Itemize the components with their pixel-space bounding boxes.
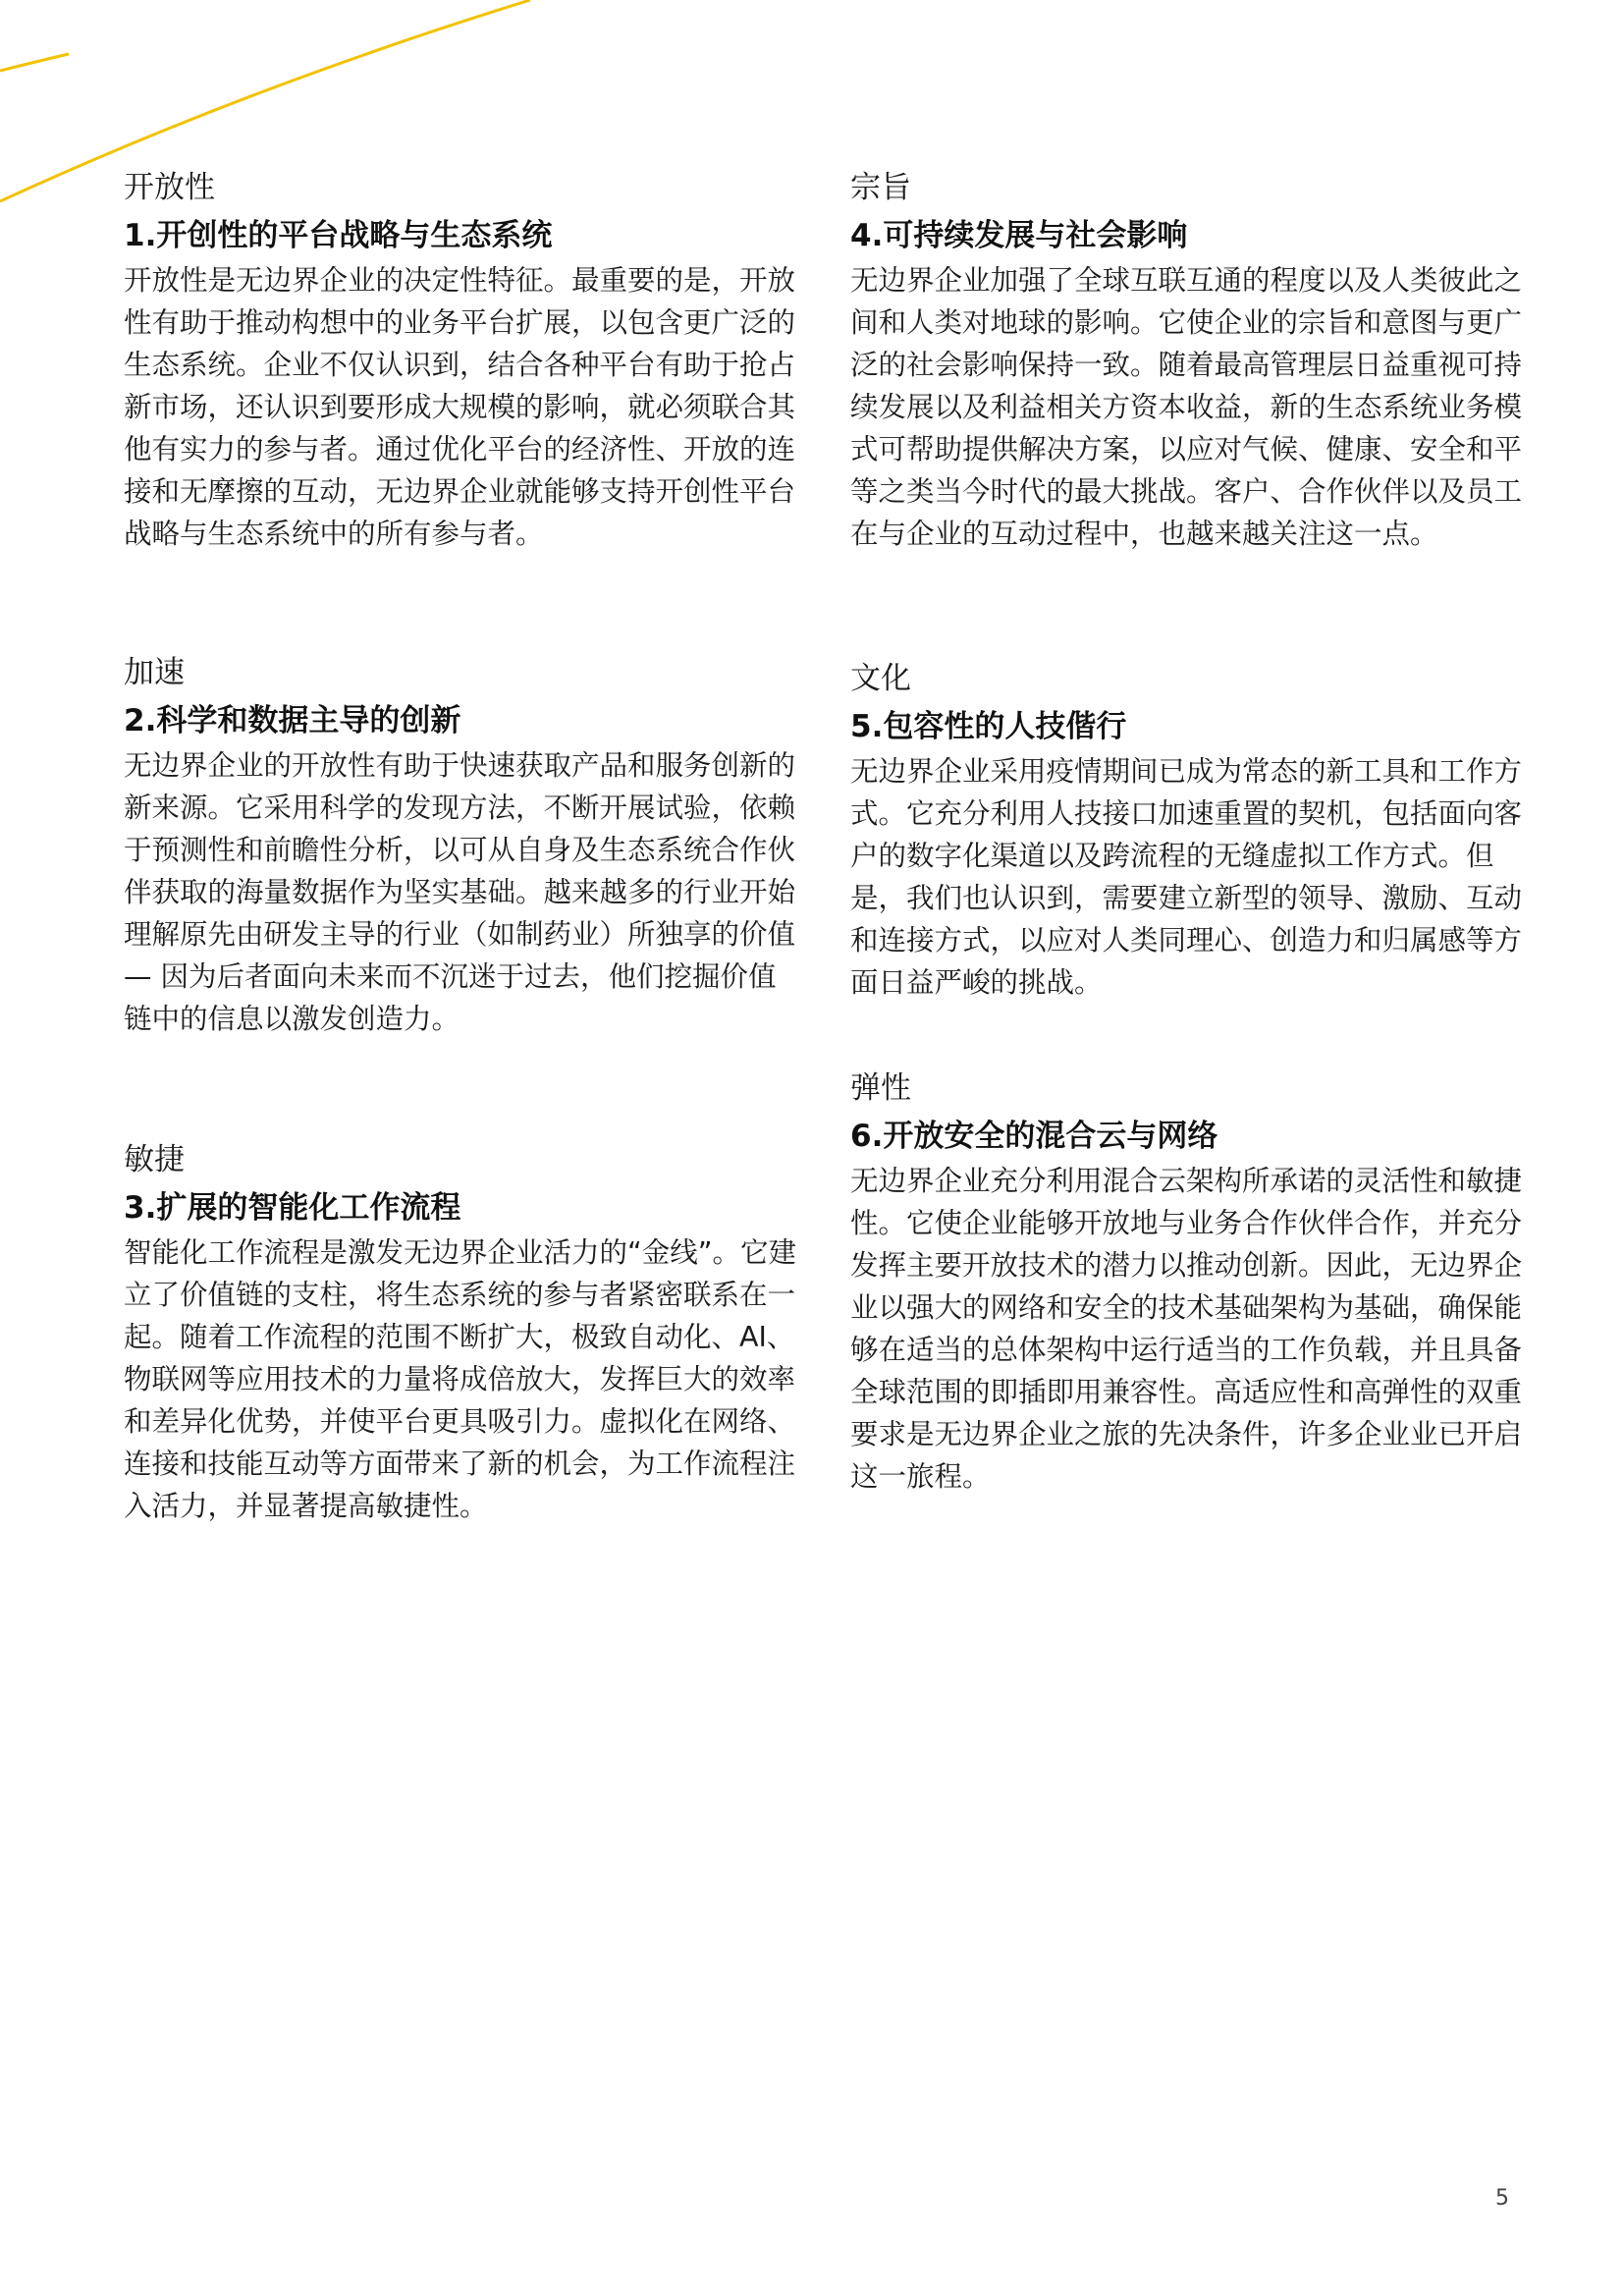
yellow-curve-upper [0, 54, 69, 71]
section-category: 弹性 [850, 1070, 911, 1106]
section-category: 宗旨 [850, 170, 911, 205]
page-number: 5 [1495, 2186, 1509, 2211]
section-category: 文化 [850, 661, 911, 696]
section-heading: 4.可持续发展与社会影响 [850, 218, 1188, 253]
section-body: 开放性是无边界企业的决定性特征。最重要的是，开放性有助于推动构想中的业务平台扩展，以包含更广泛的生态系统。企业不仅认识到，结合各种平台有助于抢占新市场，还认识到要形成大规模的影响，就必须联合其他有实力的参与者。通过优化平台的经济性、开放的连接和无摩擦的互动，无边界企业就能够支持开创性平台战略与生态系统中的所有参与者。 [124, 264, 796, 550]
section-heading: 6.开放安全的混合云与网络 [850, 1119, 1218, 1154]
section-heading: 5.包容性的人技偕行 [850, 709, 1127, 744]
section-culture [850, 658, 1528, 1004]
section-body: 无边界企业采用疫情期间已成为常态的新工具和工作方式。它充分利用人技接口加速重置的契机，包括面向客户的数字化渠道以及跨流程的无缝虚拟工作方式。但是，我们也认识到，需要建立新型的领导、激励、互动和连接方式，以应对人类同理心、创造力和归属感等方面日益严峻的挑战。 [850, 755, 1523, 999]
section-category: 加速 [124, 655, 185, 690]
section-body: 无边界企业充分利用混合云架构所承诺的灵活性和敏捷性。它使企业能够开放地与业务合作伙伴合作，并充分发挥主要开放技术的潜力以推动创新。因此，无边界企业以强大的网络和安全的技术基础架构为基础，确保能够在适当的总体架构中运行适当的工作负载，并且具备全球范围的即插即用兼容性。高适应性和高弹性的双重要求是无边界企业之旅的先决条件，许多企业业已开启这一旅程。 [850, 1165, 1523, 1493]
section-heading: 1.开创性的平台战略与生态系统 [124, 218, 553, 253]
section-category: 敏捷 [124, 1142, 185, 1177]
section-purpose [850, 167, 1528, 555]
section-category: 开放性 [124, 170, 215, 205]
section-openness [124, 167, 801, 555]
section-heading: 2.科学和数据主导的创新 [124, 703, 461, 738]
section-agility [124, 1139, 801, 1527]
section-resilience [850, 1067, 1528, 1498]
section-body: 无边界企业加强了全球互联互通的程度以及人类彼此之间和人类对地球的影响。它使企业的宗旨和意图与更广泛的社会影响保持一致。随着最高管理层日益重视可持续发展以及利益相关方资本收益，新的生态系统业务模式可帮助提供解决方案，以应对气候、健康、安全和平等之类当今时代的最大挑战。客户、合作伙伴以及员工在与企业的互动过程中，也越来越关注这一点。 [850, 264, 1523, 550]
section-body: 无边界企业的开放性有助于快速获取产品和服务创新的新来源。它采用科学的发现方法，不断开展试验，依赖于预测性和前瞻性分析，以可从自身及生态系统合作伙伴获取的海量数据作为坚实基础。越来越多的行业开始理解原先由研发主导的行业（如制药业）所独享的价值 — 因为后者面向未来而不沉迷于过去，他们挖掘价值链中的信息以激发创造力。 [124, 749, 796, 1035]
section-body: 智能化工作流程是激发无边界企业活力的“金线”。它建立了价值链的支柱，将生态系统的参与者紧密联系在一起。随着工作流程的范围不断扩大，极致自动化、AI、物联网等应用技术的力量将成倍放大，发挥巨大的效率和差异化优势，并使平台更具吸引力。虚拟化在网络、连接和技能互动等方面带来了新的机会，为工作流程注入活力，并显著提高敏捷性。 [124, 1236, 797, 1522]
section-heading: 3.扩展的智能化工作流程 [124, 1190, 461, 1226]
section-acceleration [124, 652, 801, 1040]
